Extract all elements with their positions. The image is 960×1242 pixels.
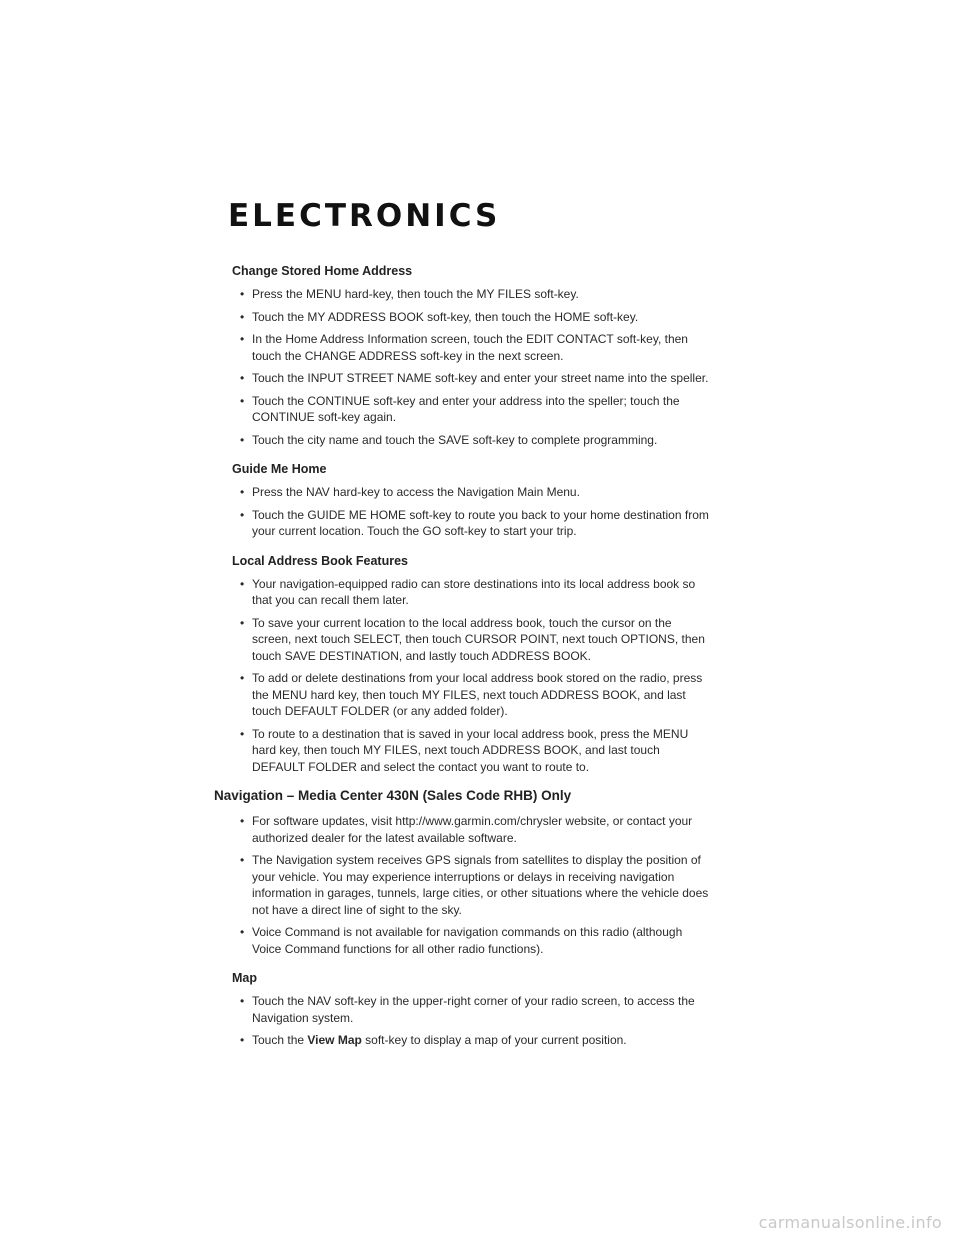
watermark: carmanualsonline.info: [758, 1213, 942, 1232]
bullet-icon: •: [240, 507, 245, 522]
bullet-icon: •: [240, 432, 245, 447]
list-item: • Press the NAV hard-key to access the Navigation Main Menu.: [240, 485, 580, 499]
bullet-icon: •: [240, 615, 245, 630]
bullet-icon: •: [240, 853, 245, 867]
bullet-icon: •: [240, 393, 245, 408]
bullet-icon: •: [240, 485, 245, 499]
heading-local-address-book-features: Local Address Book Features: [232, 553, 408, 568]
heading-navigation-media-center: Navigation – Media Center 430N (Sales Code RHB) Only: [214, 788, 572, 803]
view-map-label: View Map: [307, 1033, 362, 1047]
bullet-icon: •: [240, 671, 245, 685]
bullet-icon: •: [240, 309, 245, 324]
page-title: ELECTRONICS: [228, 198, 501, 234]
list-item: • Press the MENU hard-key, then touch the MY FILES soft-key.: [240, 287, 579, 301]
list-item: • In the Home Address Information screen, touch the EDIT CONTACT soft-key, then touch the CHANGE ADDRESS soft-key in the next screen.: [240, 332, 688, 363]
heading-change-stored-home-address: Change Stored Home Address: [232, 264, 413, 278]
list-guide-me-home: [232, 484, 712, 540]
bullet-icon: •: [240, 925, 245, 939]
list-item: • To add or delete destinations from your local address book stored on the radio, press the MENU hard key, then touch MY FILES, next touch ADDRESS BOOK, and last touch DEFAULT FOLDER (or any added folder).: [240, 671, 703, 718]
list-item: • Touch the View Map soft-key to display a map of your current position.: [240, 1033, 627, 1047]
bullet-icon: •: [240, 576, 245, 591]
list-navigation-media-center: [232, 813, 712, 957]
list-item: • Touch the INPUT STREET NAME soft-key and enter your street name into the speller.: [240, 371, 709, 385]
bullet-icon: •: [240, 1033, 245, 1047]
list-item: • Touch the GUIDE ME HOME soft-key to route you back to your home destination from your current location. Touch the GO soft-key to start your trip.: [240, 507, 709, 538]
list-item: • Your navigation-equipped radio can store destinations into its local address book so that you can recall them later.: [240, 576, 696, 607]
list-change-stored-home-address: [232, 286, 712, 448]
heading-guide-me-home: Guide Me Home: [232, 462, 327, 476]
list-local-address-book-features: [232, 576, 712, 776]
page-content: [214, 262, 712, 1061]
bullet-icon: •: [240, 371, 245, 385]
bullet-icon: •: [240, 994, 245, 1008]
list-item: • Voice Command is not available for navigation commands on this radio (although Voice Command functions for all other radio functions).: [240, 925, 683, 956]
heading-map: Map: [232, 971, 257, 985]
bullet-icon: •: [240, 814, 245, 828]
list-item: • For software updates, visit http://www.garmin.com/chrysler website, or contact your authorized dealer for the latest available software.: [240, 814, 693, 845]
list-item: • To route to a destination that is saved in your local address book, press the MENU hard key, then touch MY FILES, next touch ADDRESS BOOK, and last touch DEFAULT FOLDER and select the contact you want to route to.: [240, 726, 689, 774]
bullet-icon: •: [240, 726, 245, 741]
list-item: • To save your current location to the local address book, touch the cursor on the screen, next touch SELECT, then touch CURSOR POINT, next touch OPTIONS, then touch SAVE DESTINATION, and lastly touch ADDRESS BOOK.: [240, 615, 705, 663]
list-item: • Touch the MY ADDRESS BOOK soft-key, then touch the HOME soft-key.: [240, 309, 639, 324]
list-item: • Touch the NAV soft-key in the upper-right corner of your radio screen, to access the Navigation system.: [240, 994, 695, 1025]
list-map: [232, 993, 712, 1049]
list-item: • The Navigation system receives GPS signals from satellites to display the position of your vehicle. You may experience interruptions or delays in receiving navigation information in garages, tunnels, large cities, or other situations where the vehicle does not have a direct line of sight to the sky.: [240, 853, 709, 917]
bullet-icon: •: [240, 287, 245, 301]
list-item: • Touch the city name and touch the SAVE soft-key to complete programming.: [240, 432, 658, 447]
list-item: • Touch the CONTINUE soft-key and enter your address into the speller; touch the CONTINUE soft-key again.: [240, 393, 680, 424]
bullet-icon: •: [240, 332, 245, 346]
